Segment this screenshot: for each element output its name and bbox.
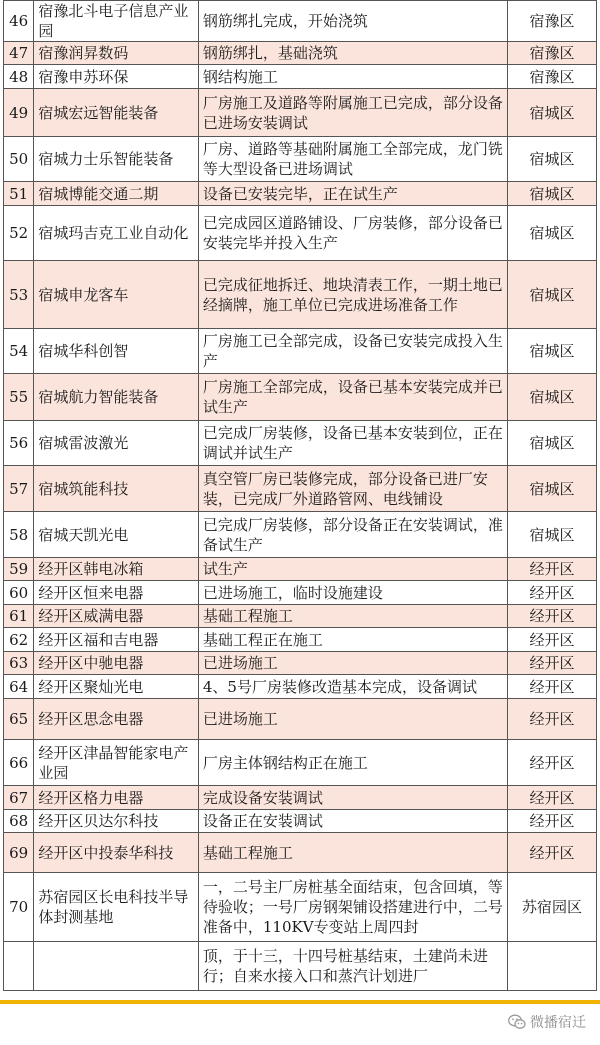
table-row — [4, 329, 597, 374]
row-number: 55 — [4, 374, 34, 421]
table-row — [4, 605, 597, 628]
progress-text: 已进场施工 — [198, 699, 507, 740]
row-number: 59 — [4, 558, 34, 581]
row-number: 60 — [4, 581, 34, 605]
project-name: 经开区思念电器 — [34, 699, 198, 740]
table-row — [4, 873, 597, 942]
row-number: 65 — [4, 699, 34, 740]
progress-text: 已进场施工，临时设施建设 — [198, 581, 507, 605]
row-number: 68 — [4, 810, 34, 833]
progress-text: 基础工程施工 — [198, 605, 507, 628]
row-number: 50 — [4, 137, 34, 182]
table-row — [4, 740, 597, 786]
row-number: 63 — [4, 652, 34, 675]
district-name: 宿城区 — [507, 374, 596, 421]
project-name: 宿城宏远智能装备 — [34, 89, 198, 137]
progress-text: 试生产 — [198, 558, 507, 581]
row-number: 66 — [4, 740, 34, 786]
progress-text: 钢筋绑扎完成，开始浇筑 — [198, 1, 507, 42]
table-row — [4, 699, 597, 740]
project-name: 经开区中投泰华科技 — [34, 833, 198, 873]
row-number: 57 — [4, 466, 34, 512]
progress-text: 钢结构施工 — [198, 65, 507, 89]
district-name: 宿城区 — [507, 137, 596, 182]
row-number: 70 — [4, 873, 34, 942]
project-name: 宿城申龙客车 — [34, 261, 198, 329]
table-row — [4, 581, 597, 605]
watermark — [508, 1012, 586, 1032]
project-name: 宿城华科创智 — [34, 329, 198, 374]
table-row — [4, 942, 597, 991]
district-name: 经开区 — [507, 605, 596, 628]
table-row — [4, 206, 597, 261]
project-name: 经开区威满电器 — [34, 605, 198, 628]
project-name: 苏宿园区长电科技半导体封测基地 — [34, 873, 198, 942]
row-number: 58 — [4, 512, 34, 558]
progress-text: 厂房施工已全部完成，设备已安装完成投入生产 — [198, 329, 507, 374]
project-name: 宿城雷波激光 — [34, 421, 198, 466]
district-name: 宿城区 — [507, 182, 596, 206]
district-name — [507, 942, 596, 991]
table-row — [4, 652, 597, 675]
row-number — [4, 942, 34, 991]
table-row — [4, 512, 597, 558]
progress-text: 已进场施工 — [198, 652, 507, 675]
district-name: 宿城区 — [507, 466, 596, 512]
row-number: 49 — [4, 89, 34, 137]
table-row — [4, 261, 597, 329]
district-name: 宿城区 — [507, 89, 596, 137]
row-number: 56 — [4, 421, 34, 466]
district-name: 宿城区 — [507, 421, 596, 466]
row-number: 46 — [4, 1, 34, 42]
row-number: 53 — [4, 261, 34, 329]
row-number: 48 — [4, 65, 34, 89]
progress-text: 一，二号主厂房桩基全面结束，包含回填，等待验收；一号厂房钢架铺设搭建进行中，二号准备中，110KV专变站上周四封 — [198, 873, 507, 942]
progress-text: 设备正在安装调试 — [198, 810, 507, 833]
project-name: 宿豫申苏环保 — [34, 65, 198, 89]
project-name: 经开区韩电冰箱 — [34, 558, 198, 581]
project-name: 经开区中驰电器 — [34, 652, 198, 675]
progress-text: 钢筋绑扎，基础浇筑 — [198, 42, 507, 65]
district-name: 宿豫区 — [507, 1, 596, 42]
row-number: 67 — [4, 786, 34, 810]
row-number: 54 — [4, 329, 34, 374]
progress-text: 厂房、道路等基础附属施工全部完成，龙门铣等大型设备已进场调试 — [198, 137, 507, 182]
district-name: 宿城区 — [507, 512, 596, 558]
district-name: 经开区 — [507, 581, 596, 605]
project-name: 经开区恒来电器 — [34, 581, 198, 605]
district-name: 经开区 — [507, 740, 596, 786]
project-name: 宿城天凯光电 — [34, 512, 198, 558]
watermark-text: 微播宿迁 — [530, 1015, 586, 1031]
table-row — [4, 89, 597, 137]
district-name: 宿豫区 — [507, 42, 596, 65]
progress-text: 已完成厂房装修，部分设备正在安装调试，准备试生产 — [198, 512, 507, 558]
table-row — [4, 374, 597, 421]
progress-text: 基础工程正在施工 — [198, 628, 507, 652]
district-name: 经开区 — [507, 675, 596, 699]
project-name: 经开区格力电器 — [34, 786, 198, 810]
table-row — [4, 42, 597, 65]
district-name: 经开区 — [507, 786, 596, 810]
progress-text: 4、5号厂房装修改造基本完成，设备调试 — [198, 675, 507, 699]
row-number: 61 — [4, 605, 34, 628]
row-number: 52 — [4, 206, 34, 261]
progress-text: 厂房施工及道路等附属施工已完成，部分设备已进场安装调试 — [198, 89, 507, 137]
project-name: 宿豫润昇数码 — [34, 42, 198, 65]
row-number: 69 — [4, 833, 34, 873]
row-number: 62 — [4, 628, 34, 652]
district-name: 经开区 — [507, 833, 596, 873]
progress-text: 厂房施工全部完成，设备已基本安装完成并已试生产 — [198, 374, 507, 421]
district-name: 经开区 — [507, 628, 596, 652]
table-row — [4, 786, 597, 810]
project-name: 宿豫北斗电子信息产业园 — [34, 1, 198, 42]
project-name: 经开区聚灿光电 — [34, 675, 198, 699]
progress-text: 真空管厂房已装修完成，部分设备已进厂安装，已完成厂外道路管网、电线铺设 — [198, 466, 507, 512]
district-name: 宿城区 — [507, 329, 596, 374]
table-row — [4, 628, 597, 652]
progress-text: 厂房主体钢结构正在施工 — [198, 740, 507, 786]
progress-text: 已完成征地拆迁、地块清表工作，一期土地已经摘牌，施工单位已完成进场准备工作 — [198, 261, 507, 329]
table-row — [4, 810, 597, 833]
district-name: 经开区 — [507, 652, 596, 675]
project-name: 宿城力士乐智能装备 — [34, 137, 198, 182]
row-number: 51 — [4, 182, 34, 206]
row-number: 47 — [4, 42, 34, 65]
district-name: 宿城区 — [507, 261, 596, 329]
table-row — [4, 182, 597, 206]
table-row — [4, 675, 597, 699]
table-row — [4, 65, 597, 89]
table-row — [4, 558, 597, 581]
wechat-icon — [508, 1014, 526, 1030]
table-row — [4, 421, 597, 466]
project-table — [3, 0, 597, 991]
progress-text: 基础工程施工 — [198, 833, 507, 873]
row-number: 64 — [4, 675, 34, 699]
table-row — [4, 833, 597, 873]
district-name: 苏宿园区 — [507, 873, 596, 942]
district-name: 宿豫区 — [507, 65, 596, 89]
project-name: 经开区津晶智能家电产业园 — [34, 740, 198, 786]
progress-text: 已完成厂房装修，设备已基本安装到位，正在调试并试生产 — [198, 421, 507, 466]
progress-text: 顶，于十三，十四号桩基结束，土建尚未进行；自来水接入口和蒸汽计划进厂 — [198, 942, 507, 991]
project-name: 宿城航力智能装备 — [34, 374, 198, 421]
project-name: 经开区贝达尔科技 — [34, 810, 198, 833]
table-row — [4, 137, 597, 182]
progress-text: 已完成园区道路铺设、厂房装修，部分设备已安装完毕并投入生产 — [198, 206, 507, 261]
progress-text: 设备已安装完毕，正在试生产 — [198, 182, 507, 206]
table-row — [4, 1, 597, 42]
project-name: 经开区福和吉电器 — [34, 628, 198, 652]
project-name: 宿城玛吉克工业自动化 — [34, 206, 198, 261]
district-name: 经开区 — [507, 558, 596, 581]
table-row — [4, 466, 597, 512]
district-name: 经开区 — [507, 699, 596, 740]
district-name: 经开区 — [507, 810, 596, 833]
project-name: 宿城筑能科技 — [34, 466, 198, 512]
district-name: 宿城区 — [507, 206, 596, 261]
project-name: 宿城博能交通二期 — [34, 182, 198, 206]
progress-text: 完成设备安装调试 — [198, 786, 507, 810]
project-name — [34, 942, 198, 991]
